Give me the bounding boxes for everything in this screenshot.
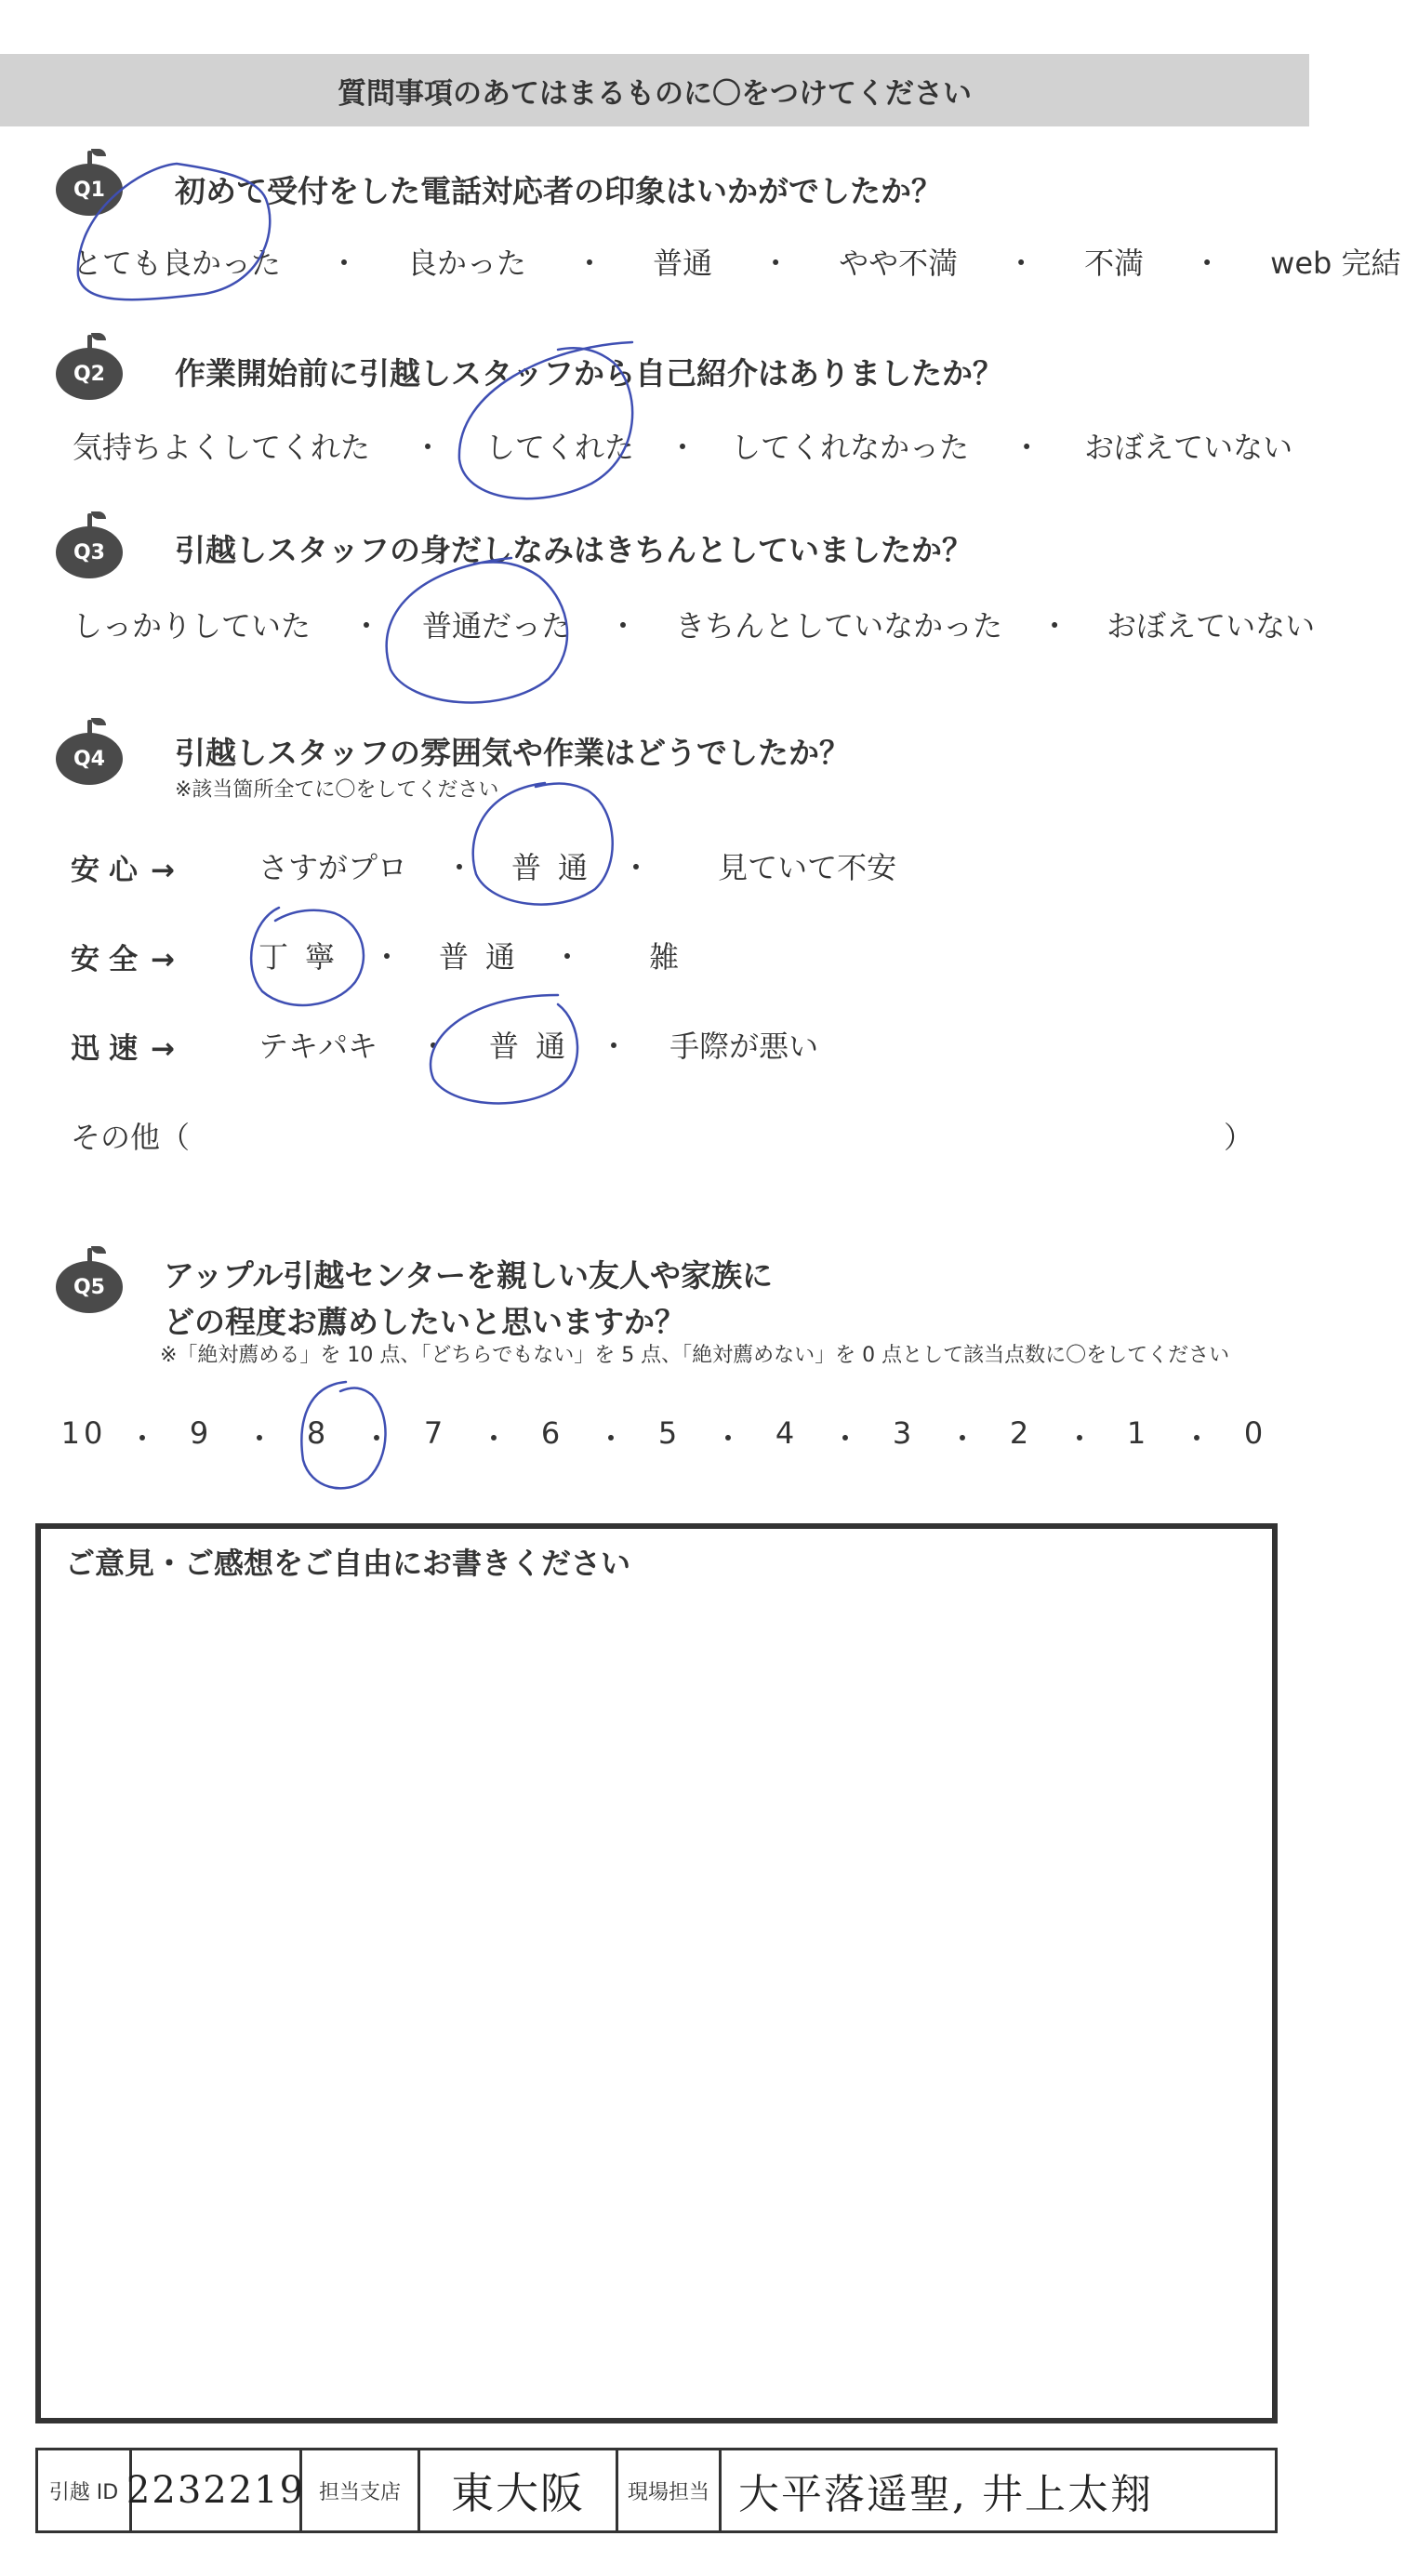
q4-row-label-anshin — [71, 846, 175, 888]
q3-options — [73, 603, 1315, 645]
separator: ・ — [1040, 608, 1070, 644]
q4-note: ※該当箇所全てに〇をしてください — [175, 778, 499, 802]
q1-option[interactable]: とても良かった — [73, 246, 282, 281]
q5-title-line2: どの程度お薦めしたいと思いますか？ — [164, 1304, 685, 1340]
q4-badge — [56, 733, 123, 785]
separator: ・ — [361, 1421, 392, 1456]
q2-badge — [56, 348, 123, 400]
separator: ・ — [351, 608, 382, 644]
q1-option[interactable]: やや不満 — [839, 246, 959, 281]
q2-options — [73, 424, 1292, 467]
q5-score-2[interactable]: 2 — [1009, 1415, 1033, 1451]
q1-options — [73, 240, 1401, 283]
arrow-icon: → — [151, 943, 175, 976]
q3-option[interactable]: おぼえていない — [1107, 608, 1316, 644]
q2-option[interactable]: 気持ちよくしてくれた — [73, 430, 371, 465]
q5-score-scale — [60, 1415, 1267, 1456]
separator: ・ — [761, 246, 791, 281]
q3-option[interactable]: 普通だった — [422, 608, 572, 644]
separator: ・ — [1006, 246, 1037, 281]
q5-score-4[interactable]: 4 — [775, 1415, 799, 1451]
separator: ・ — [372, 939, 403, 975]
q4-row-anzen-options — [258, 934, 679, 976]
separator: ・ — [126, 1421, 158, 1456]
staff-value-text: 大平落遥聖, 井上太翔 — [738, 2471, 1153, 2518]
id-value-text: 2232219 — [126, 2469, 306, 2512]
form-header — [0, 54, 1309, 126]
q4-option[interactable]: 手際が悪い — [669, 1029, 819, 1064]
q5-score-3[interactable]: 3 — [892, 1415, 916, 1451]
staff-value — [722, 2450, 1275, 2530]
q5-score-1[interactable]: 1 — [1126, 1415, 1150, 1451]
q4-option[interactable]: 見ていて不安 — [718, 850, 897, 885]
separator: ・ — [608, 608, 639, 644]
q5-title-line1: アップル引越センターを親しい友人や家族に — [164, 1257, 774, 1294]
separator: ・ — [621, 850, 652, 885]
separator: ・ — [575, 246, 605, 281]
q2-option[interactable]: してくれた — [485, 430, 635, 465]
q4-row-jinsoku-options — [258, 1023, 818, 1066]
q2-option[interactable]: おぼえていない — [1084, 430, 1293, 465]
q3-option[interactable]: しっかりしていた — [73, 608, 311, 644]
q2-badge-label: Q2 — [73, 362, 105, 386]
separator: ・ — [595, 1421, 627, 1456]
q5-score-8[interactable]: 8 — [306, 1415, 330, 1451]
comment-box[interactable] — [35, 1523, 1278, 2423]
separator: ・ — [552, 939, 583, 975]
q4-row-label-anzen — [71, 936, 175, 977]
q5-score-6[interactable]: 6 — [540, 1415, 564, 1451]
branch-value-text: 東大阪 — [451, 2468, 585, 2518]
q4-title: 引越しスタッフの雰囲気や作業はどうでしたか？ — [175, 735, 850, 771]
q5-badge-label: Q5 — [73, 1275, 105, 1299]
staff-label: 現場担当 — [618, 2450, 722, 2530]
q5-score-10[interactable]: 10 — [60, 1415, 107, 1451]
separator: ・ — [712, 1421, 744, 1456]
q4-option[interactable]: 普通 — [511, 850, 605, 885]
q4-option[interactable]: 丁寧 — [258, 939, 352, 975]
comment-label: ご意見・ご感想をご自由にお書きください — [65, 1546, 631, 1581]
separator: ・ — [244, 1421, 275, 1456]
separator: ・ — [413, 430, 444, 465]
q1-badge — [56, 164, 123, 216]
separator: ・ — [1181, 1421, 1213, 1456]
branch-value — [420, 2450, 618, 2530]
q4-option[interactable]: 普通 — [439, 939, 533, 975]
footer-table — [35, 2448, 1278, 2533]
separator: ・ — [418, 1029, 449, 1064]
q4-option[interactable]: さすがプロ — [258, 850, 408, 885]
id-value — [126, 2450, 306, 2530]
q2-option[interactable]: してくれなかった — [731, 430, 970, 465]
separator: ・ — [829, 1421, 861, 1456]
form-header-title: 質問事項のあてはまるものに〇をつけてください — [338, 76, 972, 111]
separator: ・ — [1192, 246, 1223, 281]
separator: ・ — [1064, 1421, 1095, 1456]
q4-row-label-jinsoku — [71, 1025, 175, 1067]
q4-option[interactable]: テキパキ — [258, 1029, 378, 1064]
separator: ・ — [329, 246, 360, 281]
q1-badge-label: Q1 — [73, 178, 105, 202]
q5-score-9[interactable]: 9 — [189, 1415, 213, 1451]
q3-title: 引越しスタッフの身だしなみはきちんとしていましたか？ — [175, 532, 973, 568]
q5-score-5[interactable]: 5 — [657, 1415, 682, 1451]
separator: ・ — [599, 1029, 630, 1064]
q4-other-label: その他（ — [71, 1120, 191, 1155]
separator: ・ — [444, 850, 475, 885]
arrow-icon: → — [151, 854, 175, 887]
branch-label: 担当支店 — [302, 2450, 420, 2530]
q1-title: 初めて受付をした電話対応者の印象はいかがでしたか？ — [175, 173, 942, 209]
row-label-text: 安心 — [71, 854, 147, 887]
q3-badge — [56, 526, 123, 578]
q5-note: ※「絶対薦める」を 10 点、「どちらでもない」を 5 点、「絶対薦めない」を 0 点として該当点数に〇をしてください — [160, 1344, 1230, 1367]
id-label: 引越 ID — [38, 2450, 132, 2530]
q4-option[interactable]: 雑 — [649, 939, 680, 975]
q4-option[interactable]: 普通 — [489, 1029, 583, 1064]
separator: ・ — [1012, 430, 1042, 465]
row-label-text: 安全 — [71, 943, 147, 976]
q1-option[interactable]: 普通 — [653, 246, 713, 281]
q5-score-7[interactable]: 7 — [423, 1415, 447, 1451]
q3-option[interactable]: きちんとしていなかった — [675, 608, 1003, 644]
row-label-text: 迅速 — [71, 1032, 147, 1066]
q1-option[interactable]: 不満 — [1084, 246, 1145, 281]
separator: ・ — [478, 1421, 510, 1456]
q1-option[interactable]: web 完結 — [1270, 246, 1401, 281]
q5-badge — [56, 1261, 123, 1313]
q3-badge-label: Q3 — [73, 540, 105, 564]
separator: ・ — [947, 1421, 978, 1456]
q2-title: 作業開始前に引越しスタッフから自己紹介はありましたか？ — [175, 355, 1003, 392]
separator: ・ — [668, 430, 698, 465]
q4-badge-label: Q4 — [73, 747, 105, 771]
arrow-icon: → — [151, 1032, 175, 1066]
q1-option[interactable]: 良かった — [407, 246, 527, 281]
q5-score-0[interactable]: 0 — [1243, 1415, 1267, 1451]
q4-row-anshin-options — [258, 844, 896, 887]
q4-other-close: ） — [1224, 1120, 1254, 1155]
